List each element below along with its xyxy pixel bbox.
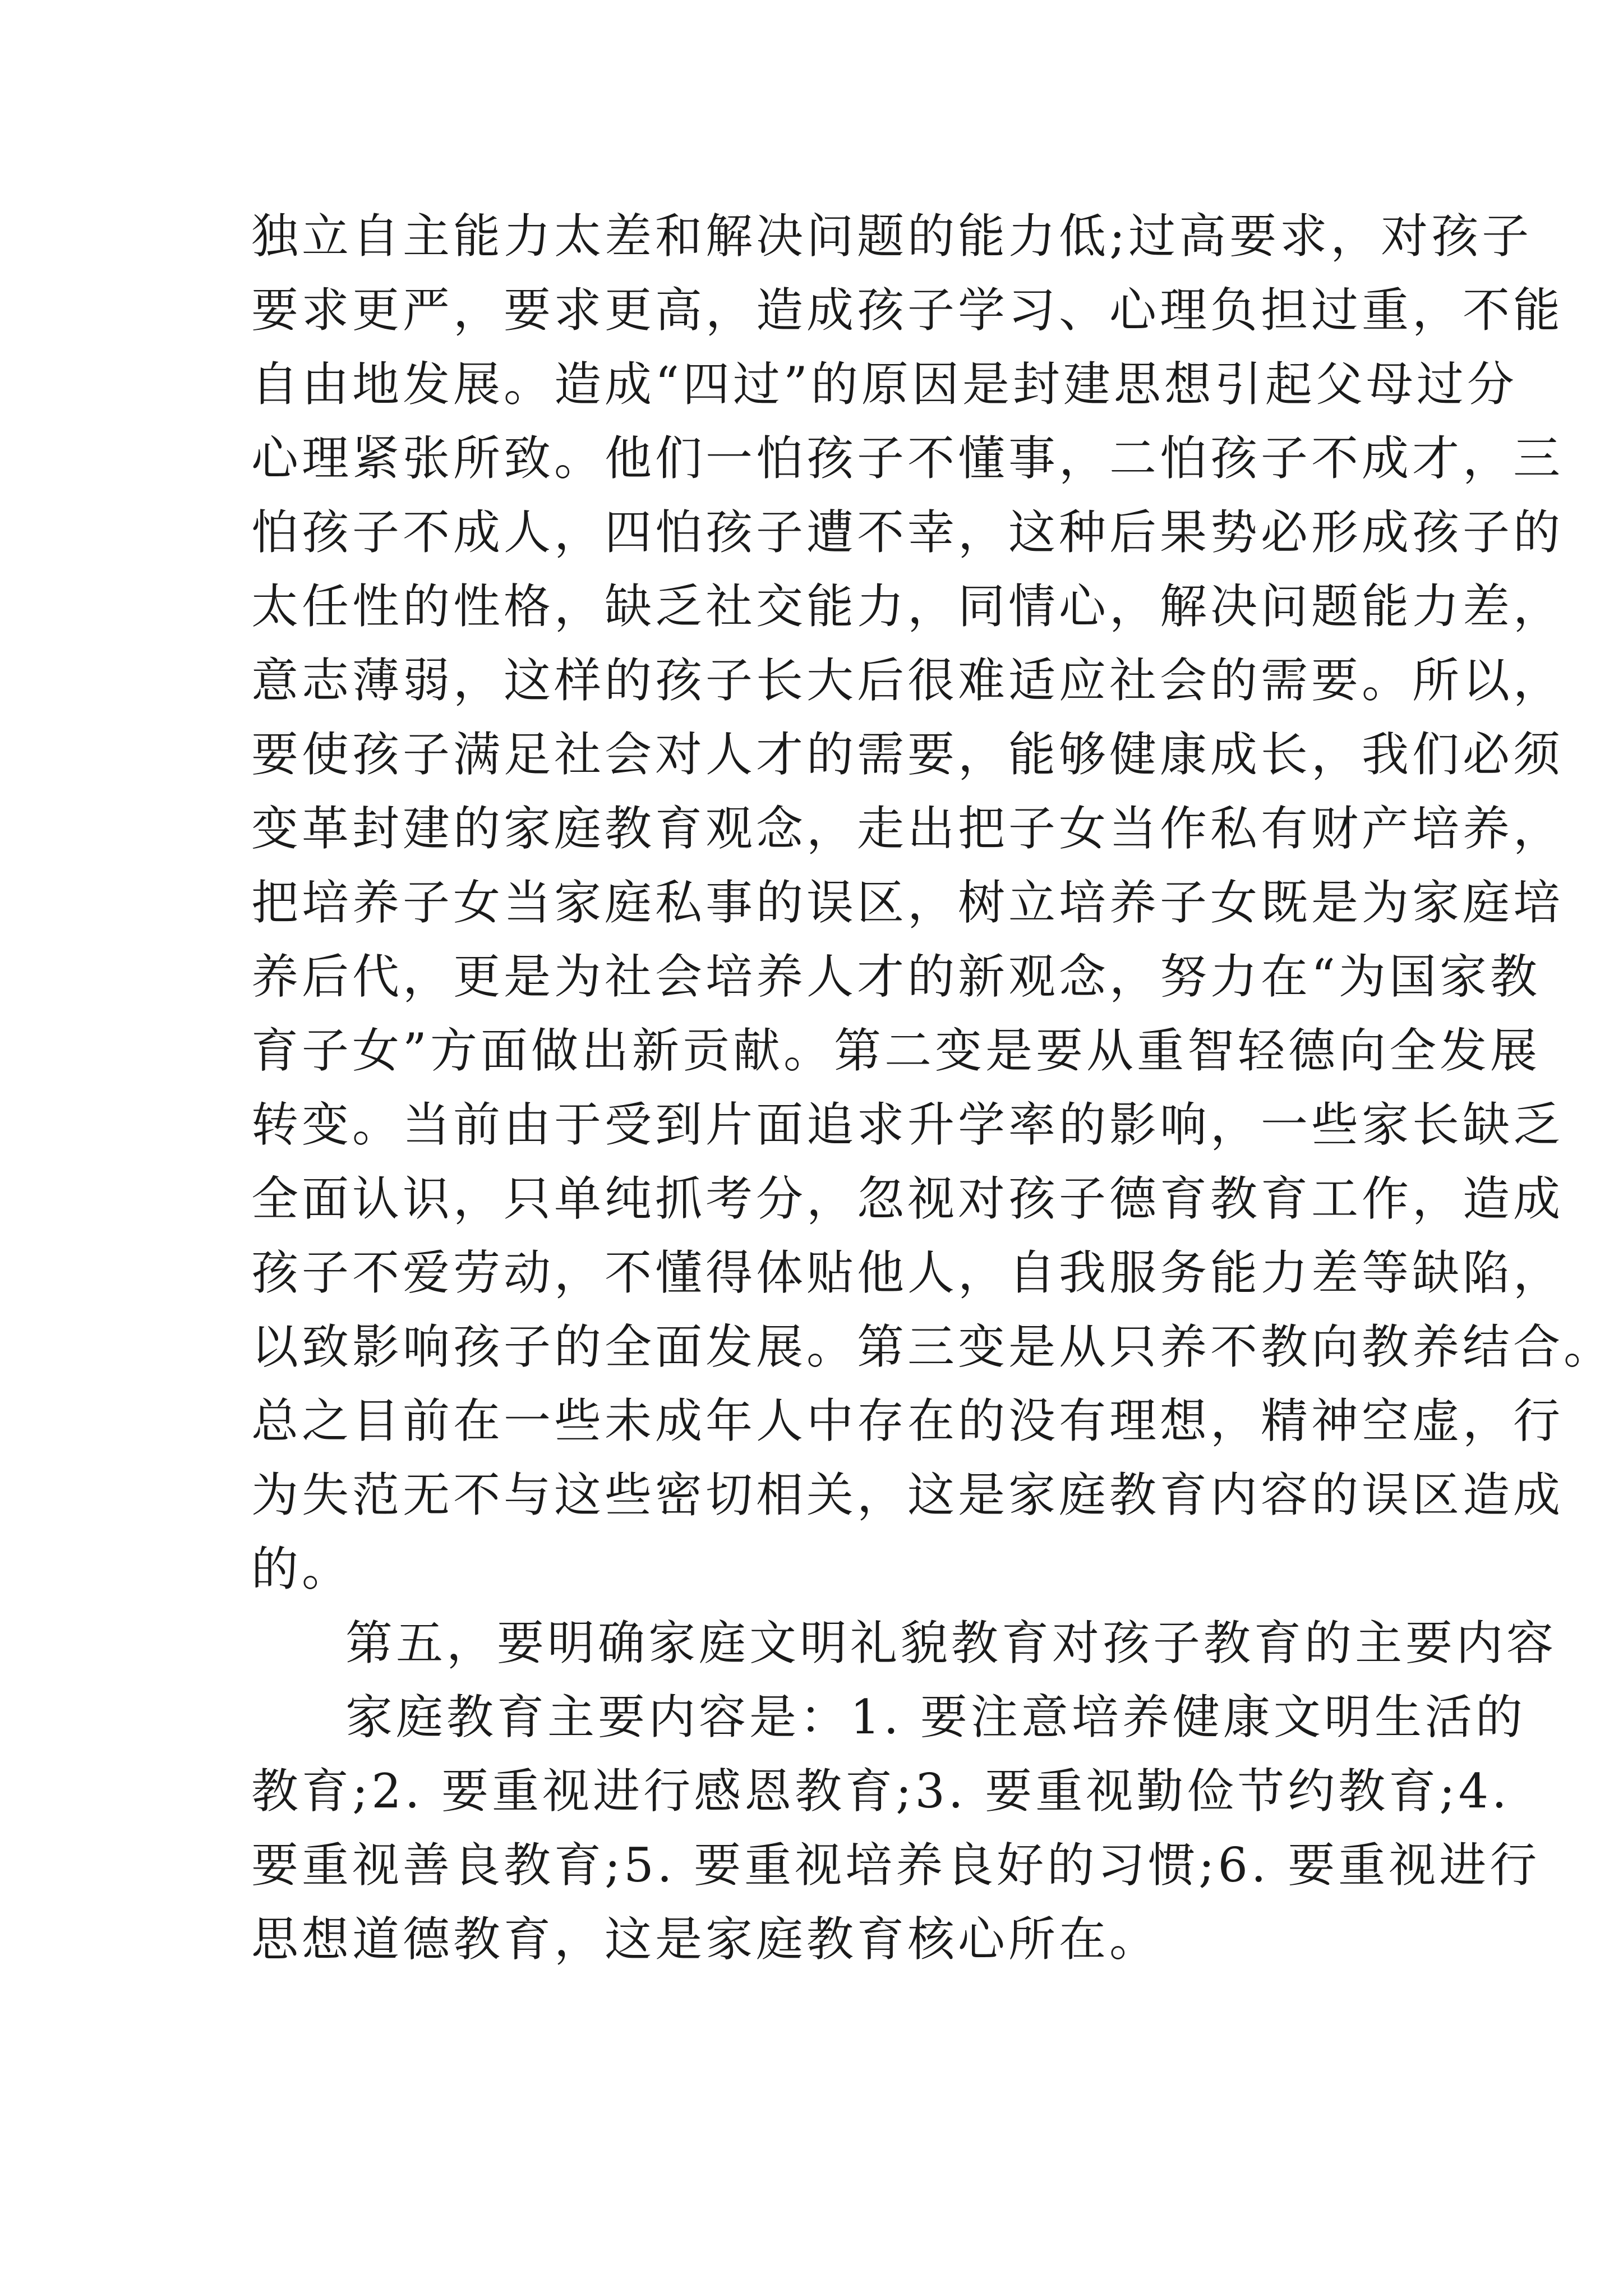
text-line: 孩子不爱劳动，不懂得体贴他人，自我服务能力差等缺陷，	[251, 1245, 1564, 1300]
text-line: 以致影响孩子的全面发展。第三变是从只养不教向教养结合。	[251, 1319, 1615, 1374]
text-line: 养后代，更是为社会培养人才的新观念，努力在“为国家教	[251, 949, 1541, 1004]
text-line: 把培养子女当家庭私事的误区，树立培养子女既是为家庭培	[251, 875, 1564, 930]
document-body	[251, 199, 1615, 1976]
text-line: 要使孩子满足社会对人才的需要，能够健康成长，我们必须	[251, 727, 1564, 782]
text-line: 太任性的性格，缺乏社交能力，同情心，解决问题能力差，	[251, 579, 1564, 634]
text-line: 思想道德教育，这是家庭教育核心所在。	[251, 1912, 1160, 1967]
text-line: 为失范无不与这些密切相关，这是家庭教育内容的误区造成	[251, 1467, 1564, 1522]
text-line: 意志薄弱，这样的孩子长大后很难适应社会的需要。所以，	[251, 653, 1564, 708]
text-line: 全面认识，只单纯抓考分，忽视对孩子德育教育工作，造成	[251, 1171, 1564, 1226]
text-line: 转变。当前由于受到片面追求升学率的影响，一些家长缺乏	[251, 1097, 1564, 1152]
section-heading: 第五，要明确家庭文明礼貌教育对孩子教育的主要内容	[345, 1616, 1557, 1671]
text-line: 育子女”方面做出新贡献。第二变是要从重智轻德向全发展	[251, 1023, 1541, 1078]
text-line: 要求更严，要求更高，造成孩子学习、心理负担过重，不能	[251, 283, 1564, 338]
text-line: 变革封建的家庭教育观念，走出把子女当作私有财产培养，	[251, 801, 1564, 856]
paragraph-start-line: 家庭教育主要内容是：1. 要注意培养健康文明生活的	[345, 1690, 1526, 1745]
text-line: 总之目前在一些未成年人中存在的没有理想，精神空虚，行	[251, 1393, 1564, 1448]
text-line: 独立自主能力太差和解决问题的能力低;过高要求，对孩子	[251, 209, 1533, 264]
text-line: 怕孩子不成人，四怕孩子遭不幸，这种后果势必形成孩子的	[251, 505, 1564, 560]
text-line: 教育;2. 要重视进行感恩教育;3. 要重视勤俭节约教育;4.	[251, 1764, 1510, 1819]
text-line: 自由地发展。造成“四过”的原因是封建思想引起父母过分	[251, 357, 1518, 412]
text-line: 要重视善良教育;5. 要重视培养良好的习惯;6. 要重视进行	[251, 1838, 1541, 1893]
text-line: 心理紧张所致。他们一怕孩子不懂事，二怕孩子不成才，三	[251, 431, 1564, 486]
text-line: 的。	[251, 1542, 353, 1596]
